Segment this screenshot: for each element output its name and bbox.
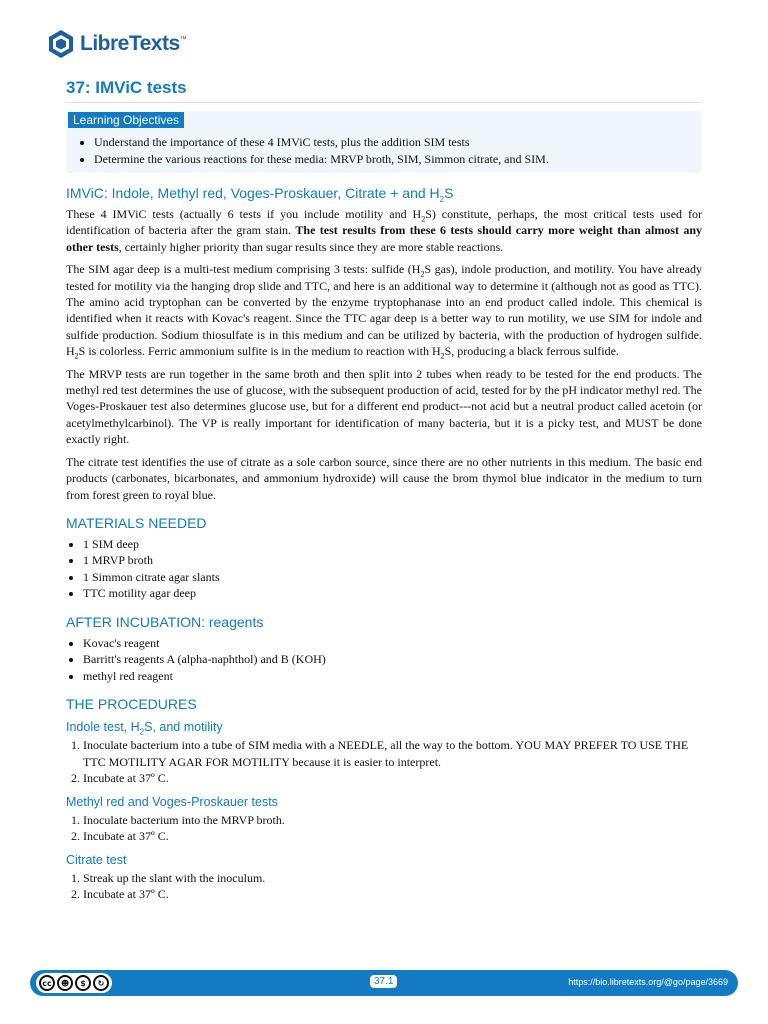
mrvp-steps bbox=[66, 812, 702, 845]
list-item: • Kovac's reagent bbox=[83, 635, 702, 652]
subheading-mrvp: Methyl red and Voges-Proskauer tests bbox=[66, 794, 278, 809]
sa-icon: ↻ bbox=[93, 975, 109, 991]
list-item: • TTC motility agar deep bbox=[83, 585, 702, 602]
list-item: • Determine the various reactions for these media: MRVP broth, SIM, Simmon citrate, and SIM. bbox=[94, 151, 694, 168]
brand-name[interactable]: LibreTexts bbox=[80, 32, 180, 55]
nc-icon: $ bbox=[75, 975, 91, 991]
page-title: 37: IMViC tests bbox=[66, 78, 702, 103]
paragraph-mrvp: The MRVP tests are run together in the same broth and then split into 2 tubes when ready to be tested for the end products. The methyl red test determines the use of glucose, with the subsequent production of acid, tested for by the pH indicator methyl red. The Voges-Proskauer test also determines glucose use, but for a different end product---not acid but a neutral product called acetoin (or acetylmethylcarbinol). The VP is really important for identification of many bacteria, but it is a picky test, and MUST be done exactly right. bbox=[66, 366, 702, 447]
section-heading-procedures: THE PROCEDURES bbox=[66, 696, 197, 713]
list-item: • Understand the importance of these 4 IMViC tests, plus the addition SIM tests bbox=[94, 134, 694, 151]
license-badge[interactable] bbox=[36, 973, 112, 993]
cc-icon: cc bbox=[39, 975, 55, 991]
by-icon: ☻ bbox=[57, 975, 73, 991]
indole-steps bbox=[66, 737, 702, 787]
section-heading-reagents: AFTER INCUBATION: reagents bbox=[66, 613, 264, 630]
list-item: 1. Inoculate bacterium into the MRVP broth. bbox=[83, 812, 702, 829]
reagents-list bbox=[66, 635, 702, 685]
list-item: 2. Incubate at 37º C. bbox=[83, 828, 702, 845]
list-item: • methyl red reagent bbox=[83, 668, 702, 685]
list-item: 1. Inoculate bacterium into a tube of SIM media with a NEEDLE, all the way to the bottom. YOU MAY PREFER TO USE THE TTC MOTILITY AGAR FOR MOTILITY because it is easier to interpret. bbox=[83, 737, 702, 770]
list-item: 2. Incubate at 37º C. bbox=[83, 770, 702, 787]
paragraph-citrate: The citrate test identifies the use of citrate as a sole carbon source, since there are no other nutrients in this medium. The basic end products (carbonates, bicarbonates, and ammonium hydroxide) will cause the brom thymol blue indicator in the medium to turn from forest green to royal blue. bbox=[66, 454, 702, 502]
page-number: 37.1 bbox=[370, 975, 397, 988]
section-heading-imvic: IMViC: Indole, Methyl red, Voges-Proskauer, Citrate + and $H_2S$ bbox=[66, 185, 454, 204]
libretexts-logo-icon[interactable] bbox=[46, 29, 76, 59]
list-item: • 1 SIM deep bbox=[83, 536, 702, 553]
brand-tm: ™ bbox=[179, 36, 187, 43]
list-item: 2. Incubate at 37º C. bbox=[83, 886, 702, 903]
list-item: • 1 MRVP broth bbox=[83, 552, 702, 569]
page-footer bbox=[30, 970, 738, 996]
citrate-steps bbox=[66, 870, 702, 903]
paragraph-sim: The SIM agar deep is a multi-test medium comprising 3 tests: sulfide ($H_2S$ gas), indole production, and motility. You have already tested for motility via the hanging drop slide and TTC, and here is an additional way to determine it (although not as good as TTC). The amino acid tryptophan can be converted by the enzyme tryptophanase into an end product called indole. This chemical is identified when it reacts with Kovac's reagent. Since the TTC agar deep is a better way to run motility, we use SIM for indole and sulfide production. Sodium thiosulfate is in this medium and can be utilized by bacteria, with the production of hydrogen sulfide. $H_2S$ is colorless. Ferric ammonium sulfite is in the medium to reaction with $H_2S$, producing a black ferrous sulfide. bbox=[66, 262, 703, 361]
subheading-indole: Indole test, $H_2S$, and motility bbox=[66, 720, 223, 737]
site-header bbox=[46, 26, 187, 62]
subheading-citrate: Citrate test bbox=[66, 852, 127, 867]
list-item: • 1 Simmon citrate agar slants bbox=[83, 569, 702, 586]
learning-objectives-label: Learning Objectives bbox=[68, 112, 184, 128]
page-content bbox=[66, 78, 702, 903]
learning-objectives-box bbox=[66, 111, 702, 173]
paragraph-intro: These 4 IMViC tests (actually 6 tests if you include motility and $H_2S$) constitute, perhaps, the most critical tests used for identification of bacteria after the gram stain. The test results from these 6 tests should carry more weight than almost any other tests, certainly higher priority than sugar results since they are more stable reactions. bbox=[66, 207, 703, 254]
section-heading-materials: MATERIALS NEEDED bbox=[66, 514, 207, 531]
materials-list bbox=[66, 536, 702, 602]
list-item: 1. Streak up the slant with the inoculum. bbox=[83, 870, 702, 887]
learning-objectives-list bbox=[66, 134, 694, 167]
page-url-link[interactable]: https://bio.libretexts.org/@go/page/3669 bbox=[568, 977, 728, 987]
list-item: • Barritt's reagents A (alpha-naphthol) and B (KOH) bbox=[83, 651, 702, 668]
